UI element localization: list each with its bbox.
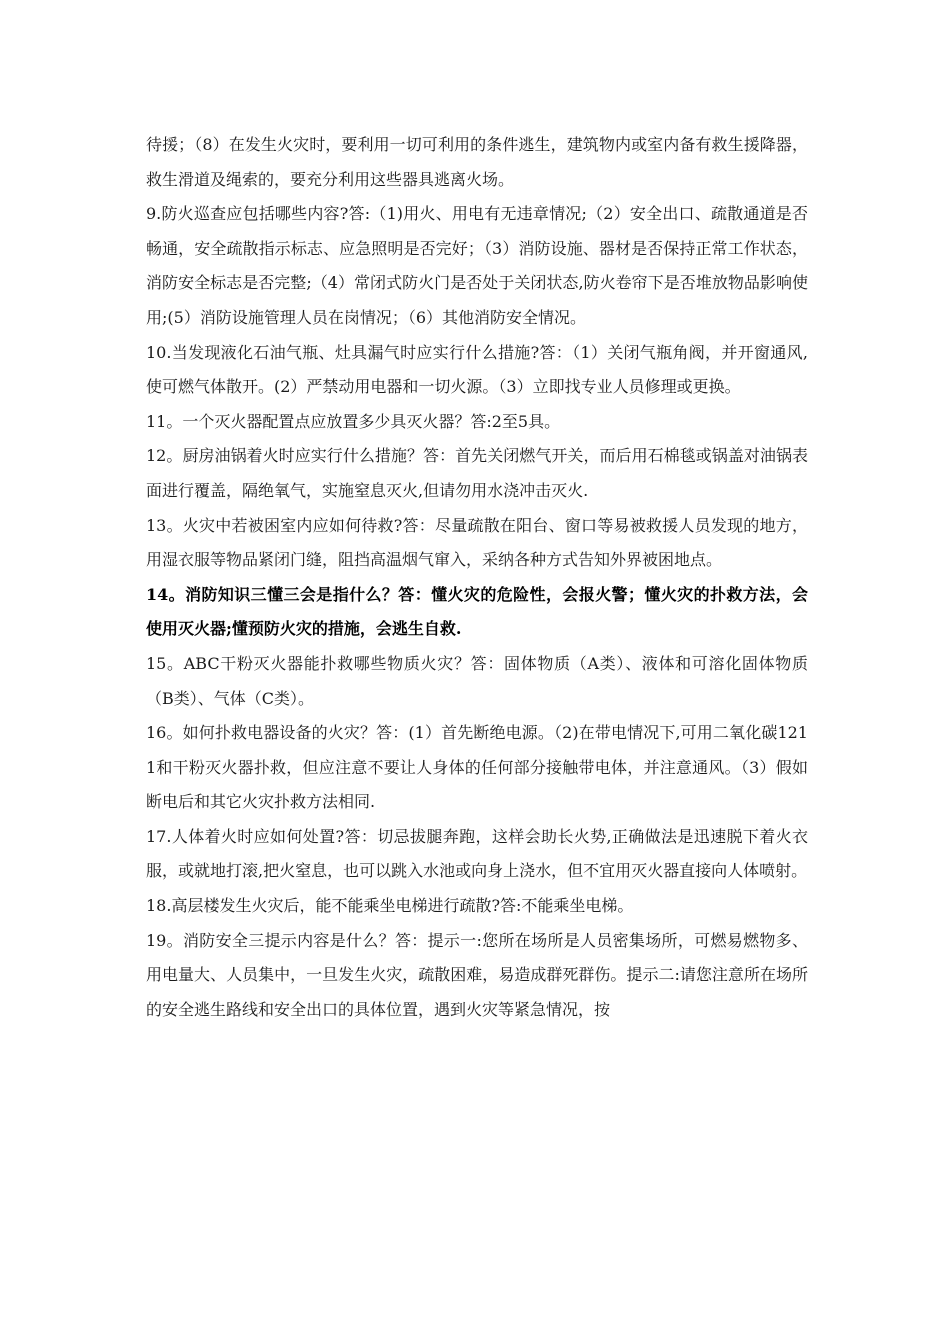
paragraph-q18-high-rise-elevator: 18.高层楼发生火灾后，能不能乘坐电梯进行疏散?答:不能乘坐电梯。 bbox=[146, 896, 634, 916]
paragraph-q13-trapped-indoors: 13。火灾中若被困室内应如何待救?答：尽量疏散在阳台、窗口等易被救援人员发现的地方，用湿衣服等物品紧闭门缝，阻挡高温烟气窜入，采纳各种方式告知外界被困地点。 bbox=[146, 515, 808, 570]
paragraph-q14-three-knows: 14。消防知识三懂三会是指什么？答：懂火灾的危险性，会报火警；懂火灾的扑救方法，会使用灭火器;懂预防火灾的措施，会逃生自救. bbox=[146, 584, 808, 639]
paragraph-continuation-8: 待援；（8）在发生火灾时，要利用一切可利用的条件逃生，建筑物内或室内备有救生援降器，救生滑道及绳索的，要充分利用这些器具逃离火场。 bbox=[146, 135, 808, 189]
paragraph-q11-extinguisher-count: 11。一个灭火器配置点应放置多少具灭火器？答:2至5具。 bbox=[146, 411, 561, 431]
paragraph-q12-kitchen-fire: 12。厨房油锅着火时应实行什么措施？答：首先关闭燃气开关，而后用石棉毯或锅盖对油锅表面进行覆盖，隔绝氧气，实施窒息灭火,但请勿用水浇冲击灭火. bbox=[146, 446, 808, 500]
paragraph-q19-three-tips: 19。消防安全三提示内容是什么？答：提示一:您所在场所是人员密集场所，可燃易燃物多、用电量大、人员集中，一旦发生火灾，疏散困难，易造成群死群伤。提示二:请您注意所在场所的安全逃生路线和安全出口的具体位置，遇到火灾等紧急情况，按 bbox=[146, 930, 808, 1019]
paragraph-q9-fire-patrol: 9.防火巡查应包括哪些内容?答:（1)用火、用电有无违章情况;（2）安全出口、疏散通道是否畅通，安全疏散指示标志、应急照明是否完好；（3）消防设施、器材是否保持正常工作状态，消防安全标志是否完整;（4）常闭式防火门是否处于关闭状态,防火卷帘下是否堆放物品影响使用;(5）消防设施管理人员在岗情况；（6）其他消防安全情况。 bbox=[146, 204, 808, 327]
document-body bbox=[146, 128, 808, 1027]
paragraph-q15-abc-extinguisher: 15。ABC干粉灭火器能扑救哪些物质火灾？答：固体物质（A类）、液体和可溶化固体物质（B类）、气体（C类）。 bbox=[146, 653, 808, 708]
paragraph-q16-electrical-fire: 16。如何扑救电器设备的火灾？答：(1）首先断绝电源。（2)在带电情况下,可用二氧化碳1211和干粉灭火器扑救，但应注意不要让人身体的任何部分接触带电体，并注意通风。（3）假如断电后和其它火灾扑救方法相同. bbox=[146, 723, 808, 812]
paragraph-q10-gas-leak: 10.当发现液化石油气瓶、灶具漏气时应实行什么措施?答：（1）关闭气瓶角阀，并开窗通风,使可燃气体散开。(2）严禁动用电器和一切火源。（3）立即找专业人员修理或更换。 bbox=[146, 342, 808, 397]
paragraph-q17-person-on-fire: 17.人体着火时应如何处置?答：切忌拔腿奔跑，这样会助长火势,正确做法是迅速脱下着火衣服，或就地打滚,把火窒息，也可以跳入水池或向身上浇水，但不宜用灭火器直接向人体喷射。 bbox=[146, 826, 808, 881]
